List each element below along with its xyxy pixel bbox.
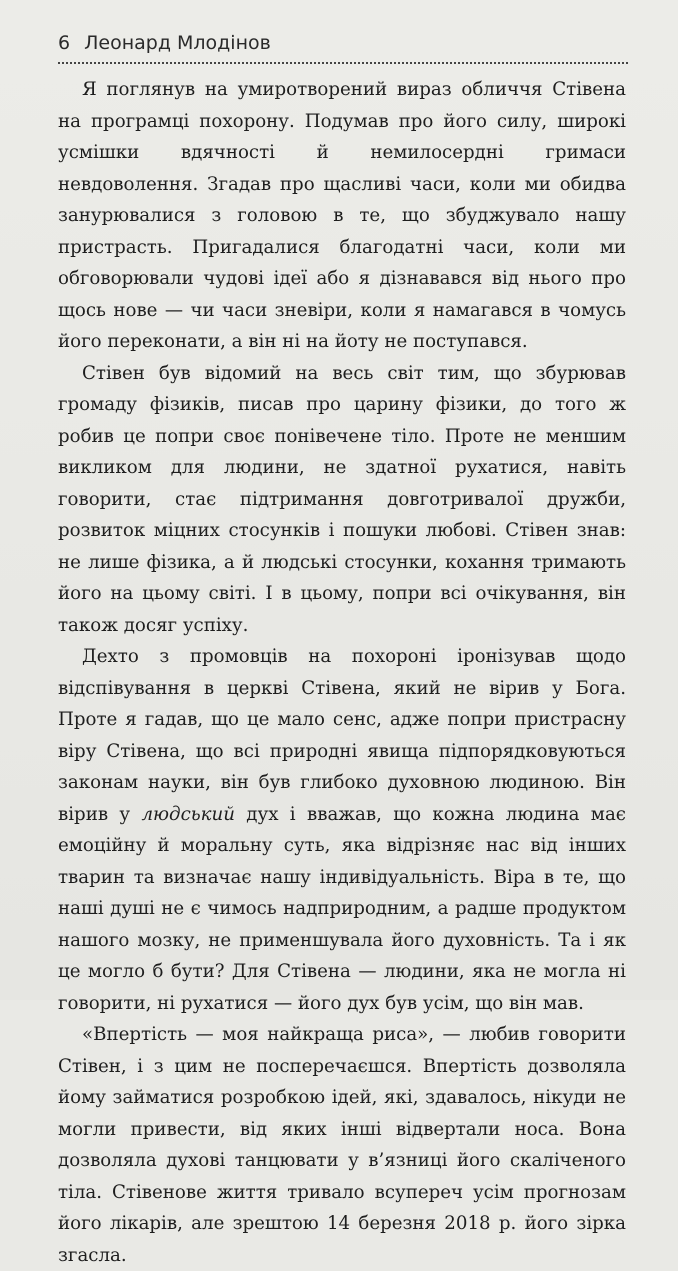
paragraph-1: Я поглянув на умиротворений вираз обличчя Стівена на програмці похорону. Подумав про його силу, широкі усмішки вдячності й немилосердні гримаси невдоволення. Згадав про щасливі часи, коли ми обидва занурювалися з головою в те, що збуджувало нашу пристрасть. Пригадалися благодатні часи, коли ми обговорювали чудові ідеї або я дізнавався від нього про щось нове — чи часи зневіри, коли я намагався в чомусь його переконати, а він ні на йоту не поступався. <box>58 79 626 352</box>
emphasis-word: людський <box>141 803 235 825</box>
header-dotted-rule <box>58 62 628 64</box>
paragraph-2: Стівен був відомий на весь світ тим, що збурював громаду фізиків, писав про царину фізики, до того ж робив це попри своє понівечене тіло. Проте не меншим викликом для людини, не здатної рухатися, навіть говорити, стає підтримання довготривалої дружби, розвиток міцних стосунків і пошуки любові. Стівен знав: не лише фізика, а й людські стосунки, кохання тримають його на цьому світі. І в цьому, попри всі очікування, він також досяг успіху. <box>58 362 626 636</box>
paragraph-3-text-b: дух і вважав, що кожна людина має емоційну й моральну суть, яка відрізняє нас від інших тварин та визначає нашу індивідуальність. Віра в те, що наші душі не є чимось надприродним, а радше продуктом нашого мозку, не применшувала його духовність. Та і як це могло б бути? Для Стівена — людини, яка не могла ні говорити, ні рухатися — його дух був усім, що він мав. <box>58 803 626 1014</box>
author-name: Леонард Млодінов <box>84 32 271 54</box>
running-header <box>58 32 626 60</box>
paragraph-3-text-a: Дехто з промовців на похороні іронізував щодо відспівування в церкві Стівена, який не вірив у Бога. Проте я гадав, що це мало сенс, адже попри пристрасну віру Стівена, що всі природні явища підпорядковуються законам науки, він був глибоко духовною людиною. Він вірив у <box>58 646 626 825</box>
paragraph-3 <box>58 641 626 1019</box>
page-number: 6 <box>58 32 71 54</box>
paragraph-4: «Впертість — моя найкраща риса», — любив говорити Стівен, і з цим не посперечаєшся. Впертість дозволяла йому займатися розробкою ідей, які, здавалось, нікуди не могли привести, від яких інші відвертали носа. Вона дозволяла духові танцювати у в’язниці його скаліченого тіла. Стівенове життя тривало всупереч усім прогнозам його лікарів, але зрештою 14 березня 2018 р. його зірка згасла. <box>58 1024 626 1266</box>
body-text <box>58 74 626 1271</box>
